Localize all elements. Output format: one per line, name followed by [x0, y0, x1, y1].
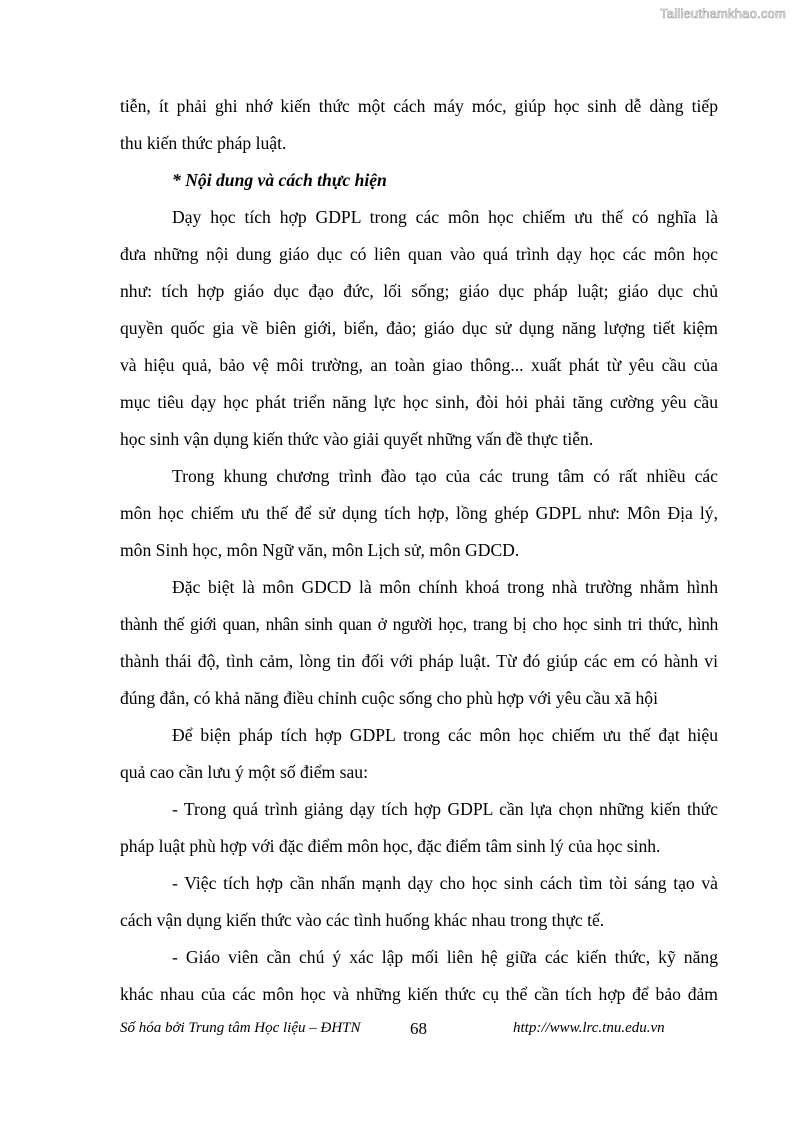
text-line: thành thái độ, tình cảm, lòng tin đối với pháp luật. Từ đó giúp các em có hành vi	[120, 651, 718, 671]
text-line: và hiệu quả, bảo vệ môi trường, an toàn giao thông... xuất phát từ yêu cầu của	[120, 355, 718, 375]
text-line: quả cao cần lưu ý một số điểm sau:	[120, 762, 368, 782]
text-line: quyền quốc gia về biên giới, biển, đảo; giáo dục sử dụng năng lượng tiết kiệm	[120, 318, 718, 338]
text-line: như: tích hợp giáo dục đạo đức, lối sống; giáo dục pháp luật; giáo dục chủ	[120, 281, 718, 301]
text-line: pháp luật phù hợp với đặc điểm môn học, đặc điểm tâm sinh lý của học sinh.	[120, 836, 661, 856]
page-footer	[120, 1020, 718, 1044]
text-line: thành thế giới quan, nhân sinh quan ở người học, trang bị cho học sinh tri thức, hình	[120, 614, 718, 634]
text-line: khác nhau của các môn học và những kiến thức cụ thể cần tích hợp để bảo đảm	[120, 984, 718, 1004]
text-line: đúng đắn, có khả năng điều chỉnh cuộc sống cho phù hợp với yêu cầu xã hội	[120, 688, 658, 708]
text-line: Dạy học tích hợp GDPL trong các môn học chiếm ưu thế có nghĩa là	[172, 207, 718, 227]
footer-source: Số hóa bởi Trung tâm Học liệu – ĐHTN	[120, 1020, 361, 1036]
text-line: Đặc biệt là môn GDCD là môn chính khoá trong nhà trường nhằm hình	[172, 577, 718, 597]
text-line: tiễn, ít phải ghi nhớ kiến thức một cách máy móc, giúp học sinh dễ dàng tiếp	[120, 96, 718, 116]
page-number: 68	[410, 1019, 427, 1038]
text-line: thu kiến thức pháp luật.	[120, 133, 287, 153]
text-line: học sinh vận dụng kiến thức vào giải quyết những vấn đề thực tiễn.	[120, 429, 594, 449]
section-heading: * Nội dung và cách thực hiện	[172, 170, 387, 190]
text-line: đưa những nội dung giáo dục có liên quan vào quá trình dạy học các môn học	[120, 244, 718, 264]
text-line: mục tiêu dạy học phát triển năng lực học sinh, đòi hỏi phải tăng cường yêu cầu	[120, 392, 718, 412]
text-line: - Trong quá trình giảng dạy tích hợp GDPL cần lựa chọn những kiến thức	[172, 799, 718, 819]
footer-url: http://www.lrc.tnu.edu.vn	[513, 1020, 665, 1036]
text-line: Để biện pháp tích hợp GDPL trong các môn học chiếm ưu thế đạt hiệu	[172, 725, 718, 745]
text-line: môn Sinh học, môn Ngữ văn, môn Lịch sử, môn GDCD.	[120, 540, 520, 560]
text-line: Trong khung chương trình đào tạo của các trung tâm có rất nhiều các	[172, 466, 718, 486]
text-line: môn học chiếm ưu thế để sử dụng tích hợp, lồng ghép GDPL như: Môn Địa lý,	[120, 503, 718, 523]
watermark-text: Tailieuthamkhao.com	[660, 6, 786, 21]
text-line: cách vận dụng kiến thức vào các tình huống khác nhau trong thực tế.	[120, 910, 605, 930]
document-body	[120, 88, 718, 1013]
text-line: - Giáo viên cần chú ý xác lập mối liên hệ giữa các kiến thức, kỹ năng	[172, 947, 718, 967]
text-line: - Việc tích hợp cần nhấn mạnh dạy cho học sinh cách tìm tòi sáng tạo và	[172, 873, 718, 893]
